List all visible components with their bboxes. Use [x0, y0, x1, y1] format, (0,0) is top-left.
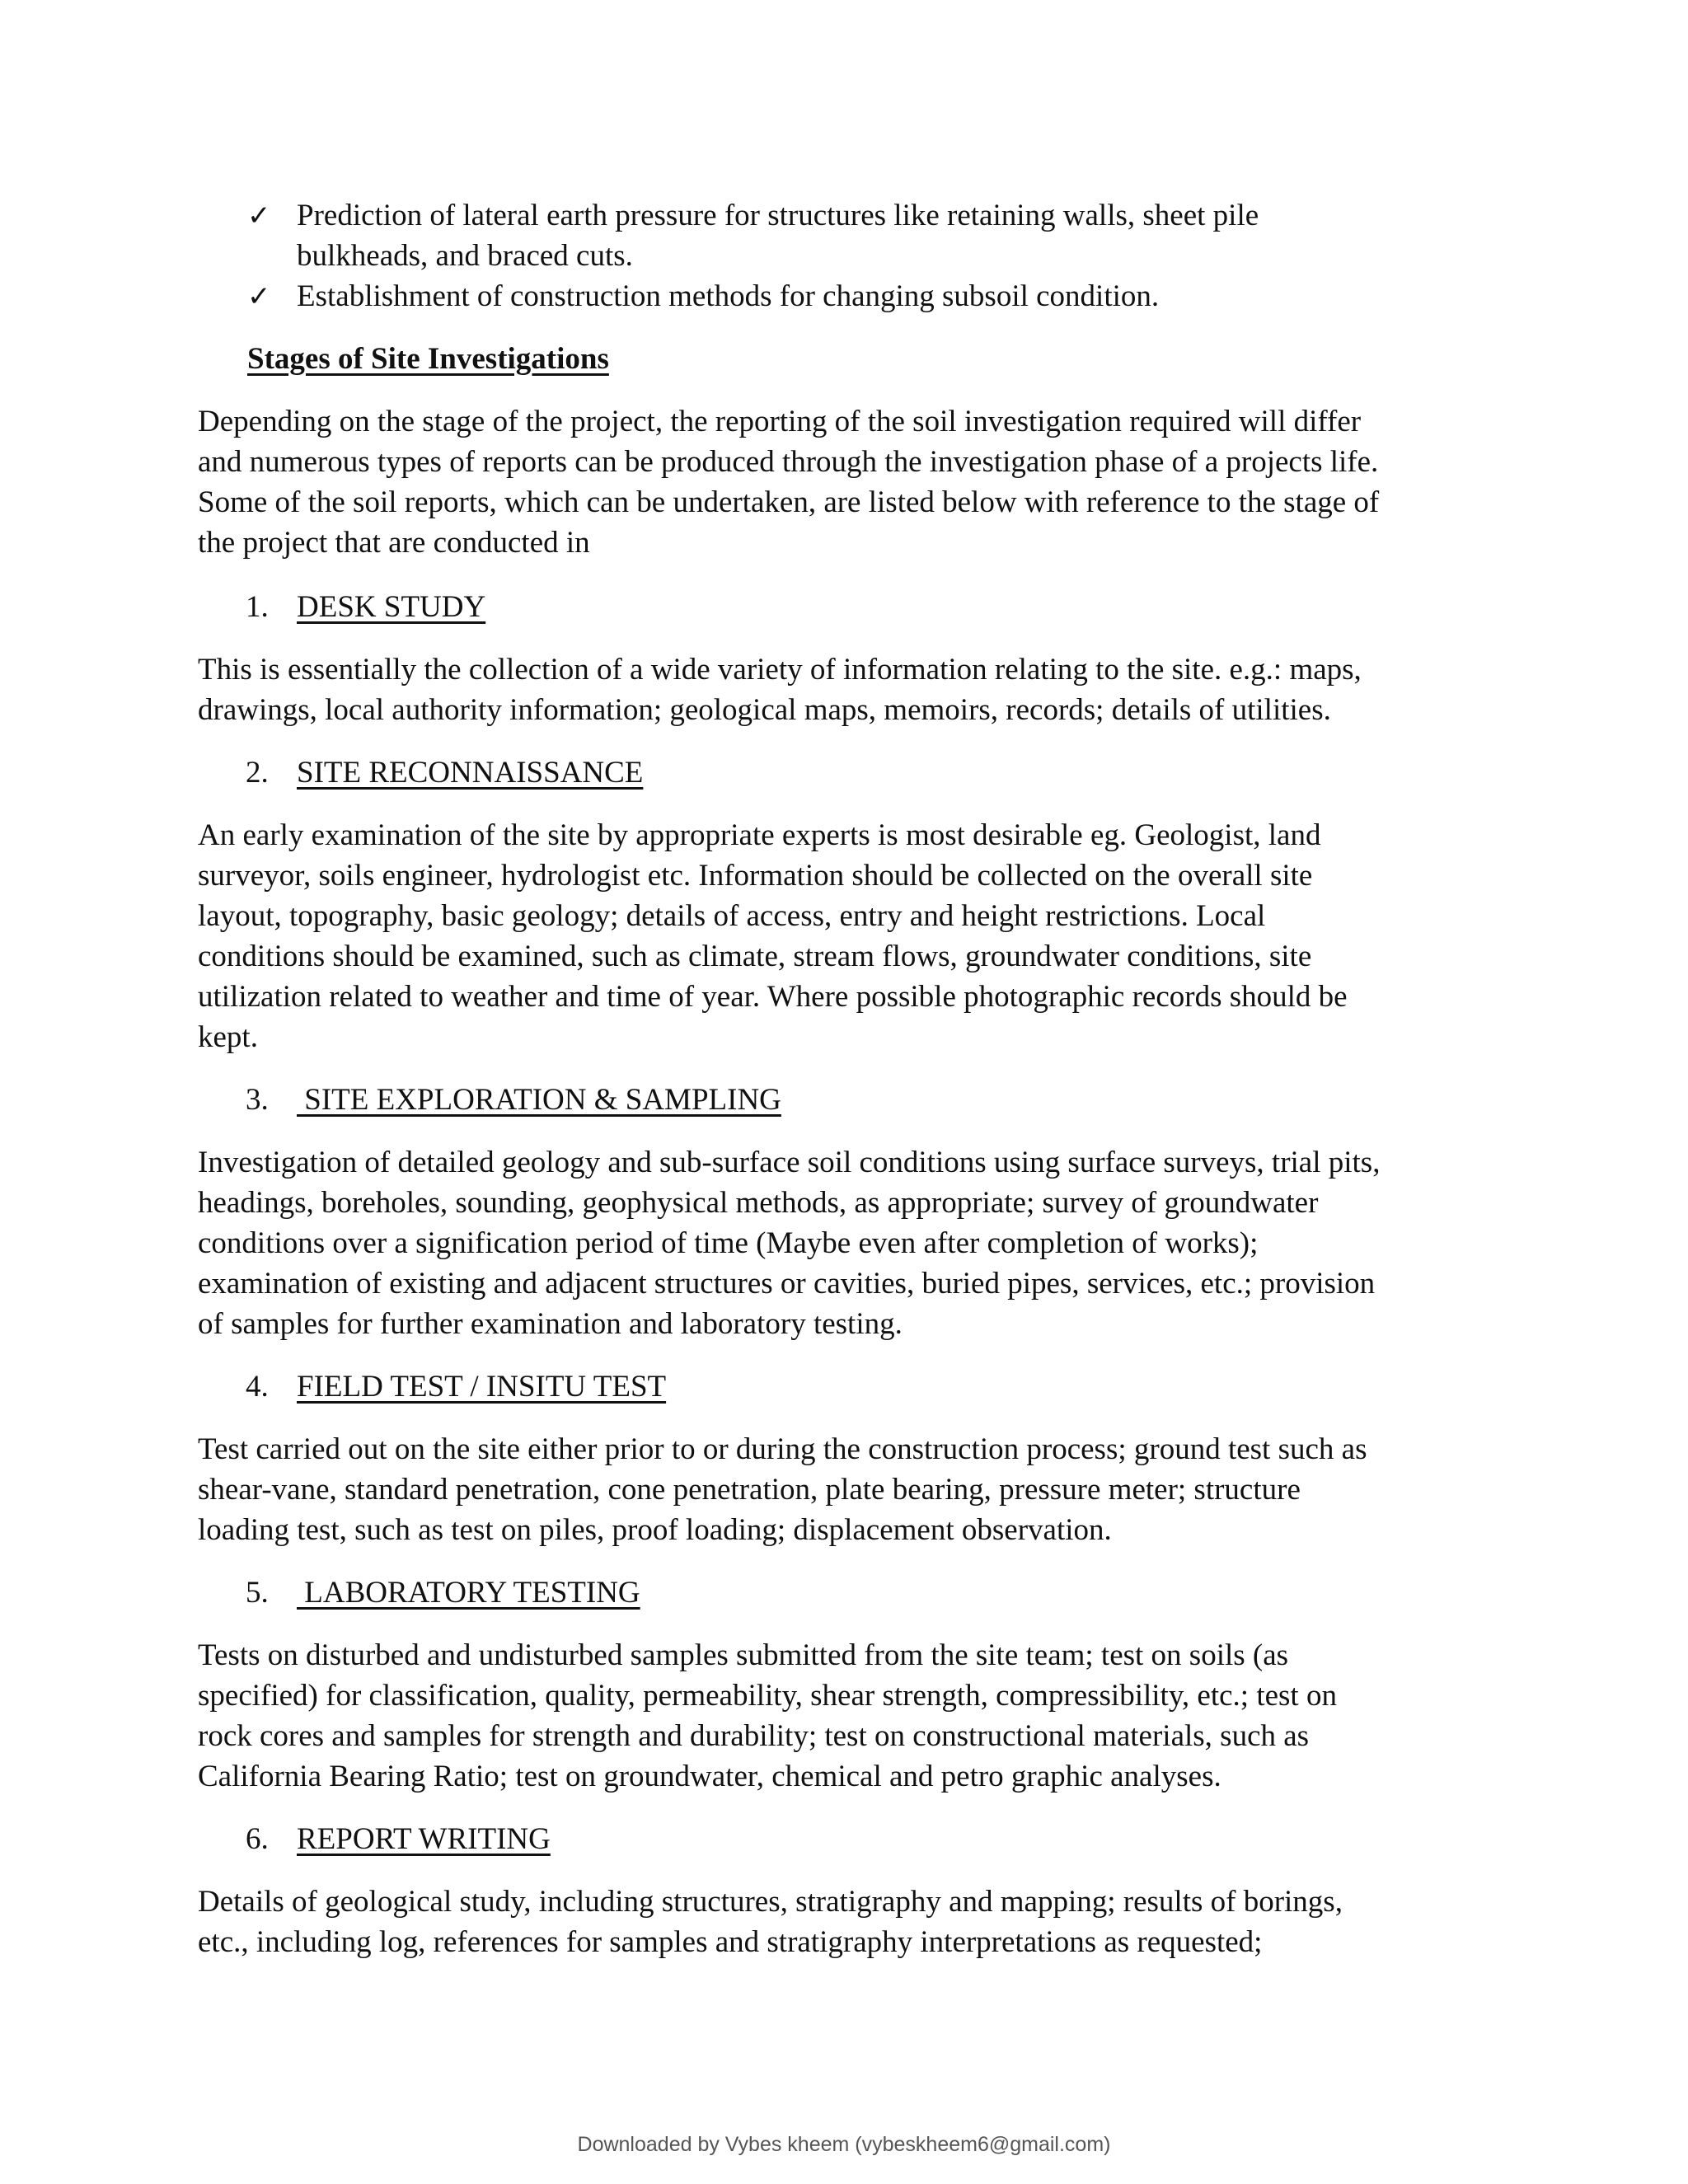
stage-3-line-4: examination of existing and adjacent structures or cavities, buried pipes, services, etc.; provision [198, 1267, 1376, 1301]
stage-3-line-5: of samples for further examination and laboratory testing. [198, 1307, 903, 1341]
stage-6-number: 6. [246, 1822, 269, 1856]
stage-4-line-2: shear-vane, standard penetration, cone penetration, plate bearing, pressure meter; structure [198, 1473, 1301, 1507]
intro-line-1: Depending on the stage of the project, the reporting of the soil investigation required will differ [198, 405, 1362, 438]
stage-4-title: FIELD TEST / INSITU TEST [297, 1370, 667, 1404]
stage-5-line-1: Tests on disturbed and undisturbed samples submitted from the site team; test on soils (as [198, 1638, 1289, 1672]
download-footer: Downloaded by Vybes kheem (vybeskheem6@gmail.com) [577, 2133, 1111, 2156]
stage-2-line-4: conditions should be examined, such as climate, stream flows, groundwater conditions, site [198, 940, 1312, 973]
stage-2-line-3: layout, topography, basic geology; details of access, entry and height restrictions. Local [198, 899, 1266, 933]
stage-3-number: 3. [246, 1083, 269, 1117]
intro-line-4: the project that are conducted in [198, 526, 590, 560]
stage-4-line-3: loading test, such as test on piles, proof loading; displacement observation. [198, 1513, 1112, 1547]
checkmark-icon: ✓ [247, 199, 271, 232]
stage-3-title: SITE EXPLORATION & SAMPLING [297, 1083, 781, 1117]
stage-3-line-3: conditions over a signification period of time (Maybe even after completion of works); [198, 1226, 1259, 1260]
stage-5-line-2: specified) for classification, quality, permeability, shear strength, compressibility, etc.; test on [198, 1679, 1337, 1713]
stage-3-line-1: Investigation of detailed geology and sub-surface soil conditions using surface surveys, trial pits, [198, 1146, 1381, 1179]
stage-3-line-2: headings, boreholes, sounding, geophysical methods, as appropriate; survey of groundwater [198, 1186, 1319, 1220]
stage-5-number: 5. [246, 1576, 269, 1610]
section-heading: Stages of Site Investigations [247, 342, 609, 376]
intro-line-2: and numerous types of reports can be produced through the investigation phase of a projects life. [198, 445, 1379, 479]
stage-1-number: 1. [246, 590, 269, 624]
stage-5-title: LABORATORY TESTING [297, 1576, 640, 1610]
stage-1-title: DESK STUDY [297, 590, 486, 624]
stage-4-number: 4. [246, 1370, 269, 1404]
stage-6-line-2: etc., including log, references for samples and stratigraphy interpretations as requested; [198, 1925, 1263, 1959]
stage-2-line-6: kept. [198, 1020, 258, 1054]
stage-5-line-3: rock cores and samples for strength and durability; test on constructional materials, such as [198, 1719, 1310, 1753]
stage-2-line-1: An early examination of the site by appropriate experts is most desirable eg. Geologist, land [198, 818, 1321, 852]
stage-6-line-1: Details of geological study, including structures, stratigraphy and mapping; results of borings, [198, 1885, 1343, 1919]
bullet-1-line-2: bulkheads, and braced cuts. [297, 239, 633, 273]
stage-2-line-2: surveyor, soils engineer, hydrologist etc. Information should be collected on the overall site [198, 859, 1313, 893]
stage-4-line-1: Test carried out on the site either prior to or during the construction process; ground test such as [198, 1432, 1367, 1466]
stage-1-line-2: drawings, local authority information; geological maps, memoirs, records; details of utilities. [198, 693, 1331, 727]
intro-line-3: Some of the soil reports, which can be undertaken, are listed below with reference to the stage of [198, 485, 1380, 519]
stage-2-title: SITE RECONNAISSANCE [297, 756, 644, 790]
checkmark-icon: ✓ [247, 280, 271, 313]
stage-5-line-4: California Bearing Ratio; test on groundwater, chemical and petro graphic analyses. [198, 1760, 1221, 1793]
stage-1-line-1: This is essentially the collection of a wide variety of information relating to the site. e.g.: maps, [198, 653, 1362, 687]
bullet-2-line-1: Establishment of construction methods for changing subsoil condition. [297, 279, 1160, 313]
bullet-1-line-1: Prediction of lateral earth pressure for structures like retaining walls, sheet pile [297, 199, 1259, 232]
stage-6-title: REPORT WRITING [297, 1822, 551, 1856]
stage-2-line-5: utilization related to weather and time of year. Where possible photographic records should be [198, 980, 1348, 1014]
stage-2-number: 2. [246, 756, 269, 790]
